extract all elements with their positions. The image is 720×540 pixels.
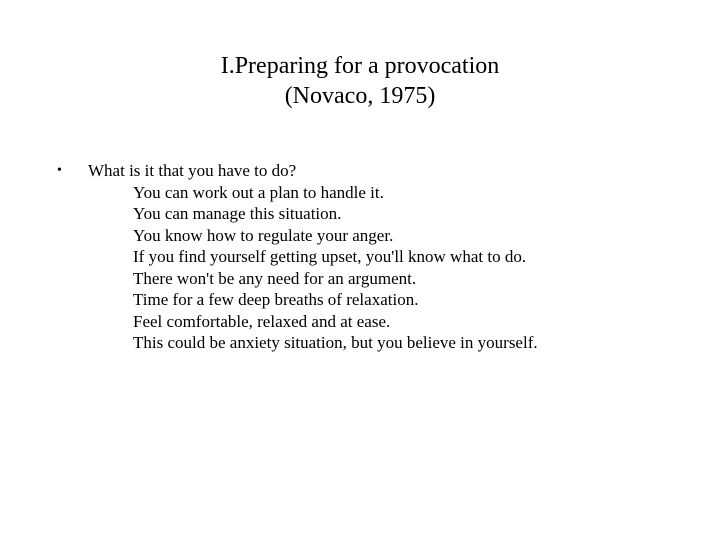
self-statement-list — [133, 182, 538, 354]
self-statement-line: You can manage this situation. — [133, 204, 342, 223]
bullet-question: What is it that you have to do? — [88, 161, 297, 180]
self-statement-line: There won't be any need for an argument. — [133, 268, 417, 288]
title-line-1: I.Preparing for a provocation — [220, 53, 500, 79]
self-statement-line: If you find yourself getting upset, you'll know what to do. — [133, 247, 527, 266]
title-line-2: (Novaco, 1975) — [284, 83, 436, 109]
slide-title — [0, 51, 720, 111]
self-statement-line: You know how to regulate your anger. — [133, 225, 394, 245]
self-statement-line: This could be anxiety situation, but you believe in yourself. — [133, 333, 538, 352]
self-statement-line: Feel comfortable, relaxed and at ease. — [133, 311, 391, 331]
bullet-marker: • — [57, 163, 62, 178]
self-statement-line: You can work out a plan to handle it. — [133, 182, 384, 202]
self-statement-line: Time for a few deep breaths of relaxation. — [133, 290, 419, 309]
